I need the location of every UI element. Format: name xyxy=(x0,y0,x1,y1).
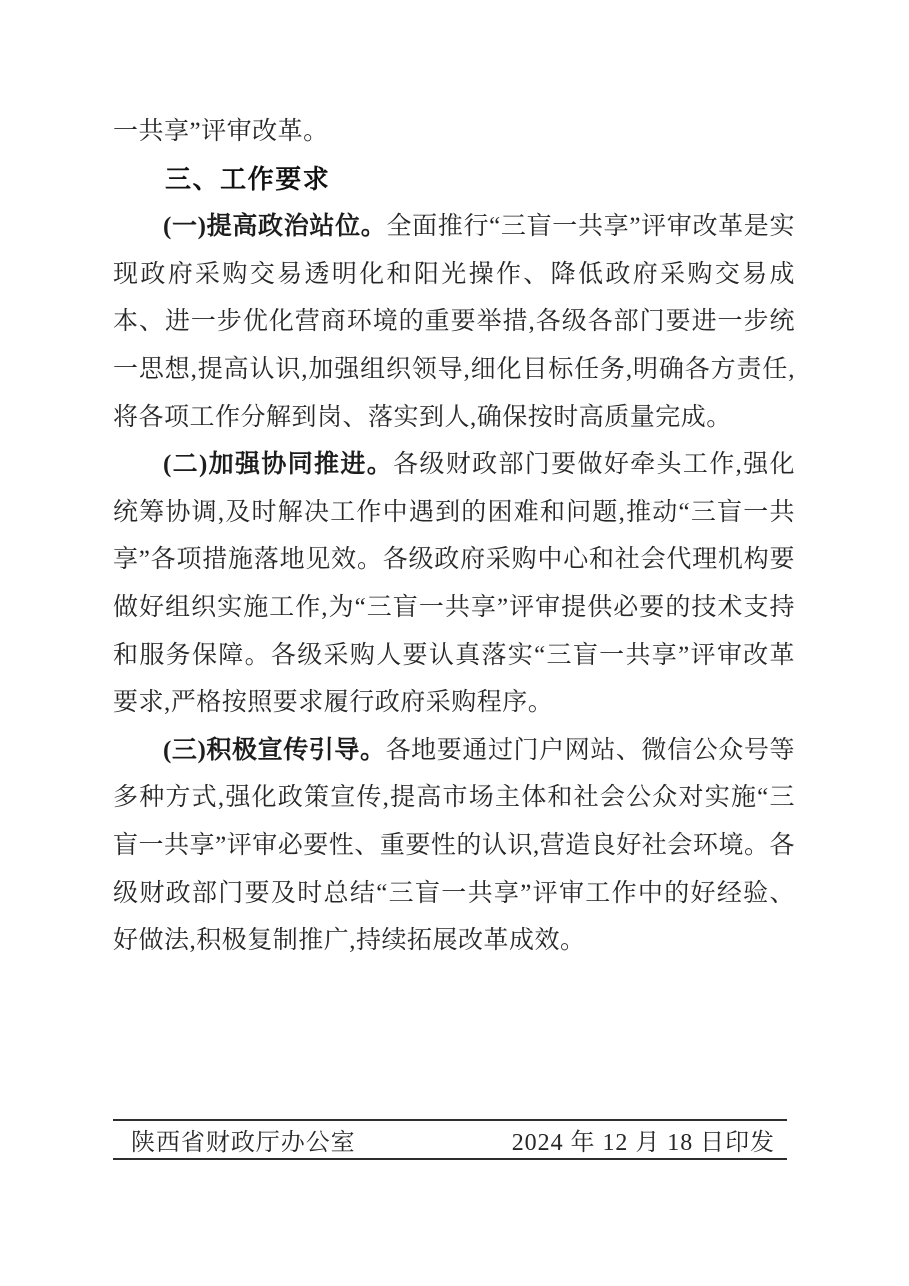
footer-issuer: 陕西省财政厅办公室 xyxy=(131,1130,356,1156)
section-heading: 三、工作要求 xyxy=(165,163,331,194)
paragraph xyxy=(113,727,795,965)
footer-print-date: 2024 年 12 月 18 日印发 xyxy=(511,1130,775,1156)
paragraph-lead: (三)积极宣传引导。 xyxy=(163,736,386,764)
paragraph-text: 各地要通过门户网站、微信公众号等多种方式,强化政策宣传,提高市场主体和社会公众对实施“三盲一共享”评审必要性、重要性的认识,营造良好社会环境。各级财政部门要及时总结“三盲一共享”评审工作中的好经验、好做法,积极复制推广,持续拓展改革成效。 xyxy=(113,736,795,955)
continuation-line: 一共享”评审改革。 xyxy=(113,118,329,145)
paragraph-text: 各级财政部门要做好牵头工作,强化统筹协调,及时解决工作中遇到的困难和问题,推动“三盲一共享”各项措施落地见效。各级政府采购中心和社会代理机构要做好组织实施工作,为“三盲一共享”评审提供必要的技术支持和服务保障。各级采购人要认真落实“三盲一共享”评审改革要求,严格按照要求履行政府采购程序。 xyxy=(113,451,795,717)
paragraph xyxy=(113,203,795,441)
paragraph-text: 全面推行“三盲一共享”评审改革是实现政府采购交易透明化和阳光操作、降低政府采购交易成本、进一步优化营商环境的重要举措,各级各部门要进一步统一思想,提高认识,加强组织领导,细化目标任务,明确各方责任,将各项工作分解到岗、落实到人,确保按时高质量完成。 xyxy=(113,213,795,431)
paragraph-lead: (二)加强协同推进。 xyxy=(163,451,394,479)
document-footer xyxy=(113,1119,787,1160)
paragraph xyxy=(113,441,795,727)
document-body xyxy=(113,108,795,965)
paragraph-lead: (一)提高政治站位。 xyxy=(163,213,387,241)
